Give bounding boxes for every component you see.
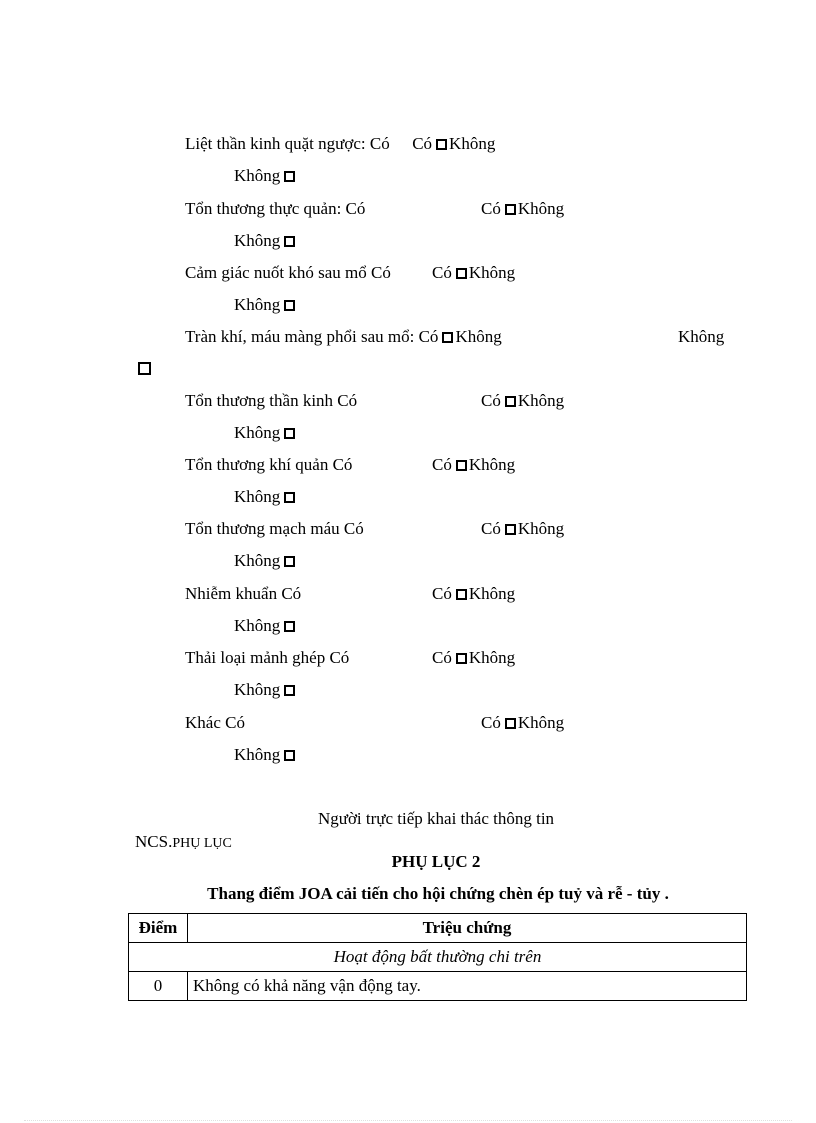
no-option: Không [234, 295, 281, 314]
no-option: Không [234, 166, 281, 185]
item-2-no-row [234, 295, 297, 315]
checkbox[interactable] [284, 236, 295, 247]
item-7-label: Nhiễm khuẩn Có [185, 584, 302, 603]
item-1-no-row [234, 231, 297, 251]
appendix-subtitle: Thang điểm JOA cải tiến cho hội chứng chèn ép tuỷ và rễ - tủy . [207, 884, 669, 903]
header-left [135, 832, 232, 854]
no-option: Không [234, 680, 281, 699]
no-option: Không [517, 391, 565, 410]
checkbox[interactable] [284, 492, 295, 503]
item-0-no-row [234, 166, 297, 186]
checkbox[interactable] [138, 362, 151, 375]
no-option: Không [234, 423, 281, 442]
item-8-label: Thải loại mảnh ghép Có [185, 648, 350, 667]
table-row [129, 972, 747, 1001]
item-8-options [432, 648, 515, 668]
no-option: Không [468, 263, 516, 282]
checkbox[interactable] [505, 524, 516, 535]
checkbox[interactable] [436, 139, 447, 150]
no-option: Không [234, 616, 281, 635]
item-1-options [481, 199, 564, 219]
symptom-cell: Không có khả năng vận động tay. [188, 972, 747, 1001]
yes-option: Có [432, 455, 452, 474]
item-3-row [185, 327, 502, 347]
checkbox[interactable] [442, 332, 453, 343]
no-option: Không [234, 231, 281, 250]
appendix-title: PHỤ LỤC 2 [391, 852, 481, 871]
checkbox[interactable] [284, 685, 295, 696]
item-1-label: Tổn thương thực quản: Có [185, 199, 366, 218]
item-2-label: Cảm giác nuốt khó sau mổ Có [185, 263, 391, 282]
score-cell: 0 [129, 972, 188, 1001]
section-title: Hoạt động bất thường chi trên [129, 943, 747, 972]
yes-option: Có [481, 713, 501, 732]
header-left-big: NCS. [135, 832, 173, 851]
no-option: Không [517, 519, 565, 538]
item-5-no-row [234, 487, 297, 507]
yes-option: Có [412, 134, 433, 153]
joa-score-table [128, 913, 747, 1001]
yes-option: Có [432, 584, 452, 603]
item-9-options [481, 713, 564, 733]
item-label: Tràn khí, máu màng phổi sau mổ: Có [185, 327, 439, 346]
checkbox[interactable] [284, 171, 295, 182]
header-score: Điểm [129, 914, 188, 943]
no-option: Không [517, 199, 565, 218]
item-9-label: Khác Có [185, 713, 245, 732]
yes-option: Có [481, 519, 501, 538]
item-9-no-row [234, 745, 297, 765]
checkbox[interactable] [456, 589, 467, 600]
table-header-row [129, 914, 747, 943]
checkbox[interactable] [284, 621, 295, 632]
item-6-label: Tổn thương mạch máu Có [185, 519, 364, 538]
checkbox[interactable] [284, 428, 295, 439]
no-option: Không [517, 713, 565, 732]
no-option: Không [455, 327, 502, 346]
no-option: Không [449, 134, 496, 153]
page-divider [24, 1120, 792, 1121]
checkbox[interactable] [284, 556, 295, 567]
no-option: Không [468, 648, 516, 667]
item-6-options [481, 519, 564, 539]
header-symptom: Triệu chứng [188, 914, 747, 943]
checkbox[interactable] [505, 718, 516, 729]
item-8-no-row [234, 680, 297, 700]
item-5-options [432, 455, 515, 475]
checkbox[interactable] [284, 750, 295, 761]
table-section-row [129, 943, 747, 972]
checkbox[interactable] [456, 460, 467, 471]
yes-option: Có [432, 263, 452, 282]
item-4-options [481, 391, 564, 411]
no-option: Không [468, 455, 516, 474]
yes-option: Có [432, 648, 452, 667]
checkbox[interactable] [456, 268, 467, 279]
no-option: Không [234, 487, 281, 506]
item-5-label: Tổn thương khí quản Có [185, 455, 353, 474]
checkbox[interactable] [505, 204, 516, 215]
yes-option: Có [481, 391, 501, 410]
item-4-no-row [234, 423, 297, 443]
item-4-label: Tổn thương thần kinh Có [185, 391, 358, 410]
no-option: Không [234, 551, 281, 570]
item-label: Liệt thần kinh quặt ngược: Có [185, 134, 390, 153]
signature-line: Người trực tiếp khai thác thông tin [317, 809, 555, 828]
item-7-options [432, 584, 515, 604]
checkbox[interactable] [505, 396, 516, 407]
item-2-options [432, 263, 515, 283]
header-left-small: PHỤ LỤC [172, 836, 232, 851]
item-7-no-row [234, 616, 297, 636]
checkbox[interactable] [456, 653, 467, 664]
item-3-no-far: Không [678, 327, 725, 346]
item-6-no-row [234, 551, 297, 571]
no-option: Không [234, 745, 281, 764]
yes-option: Có [481, 199, 501, 218]
no-option: Không [468, 584, 516, 603]
item-0-row [185, 134, 495, 154]
checkbox[interactable] [284, 300, 295, 311]
